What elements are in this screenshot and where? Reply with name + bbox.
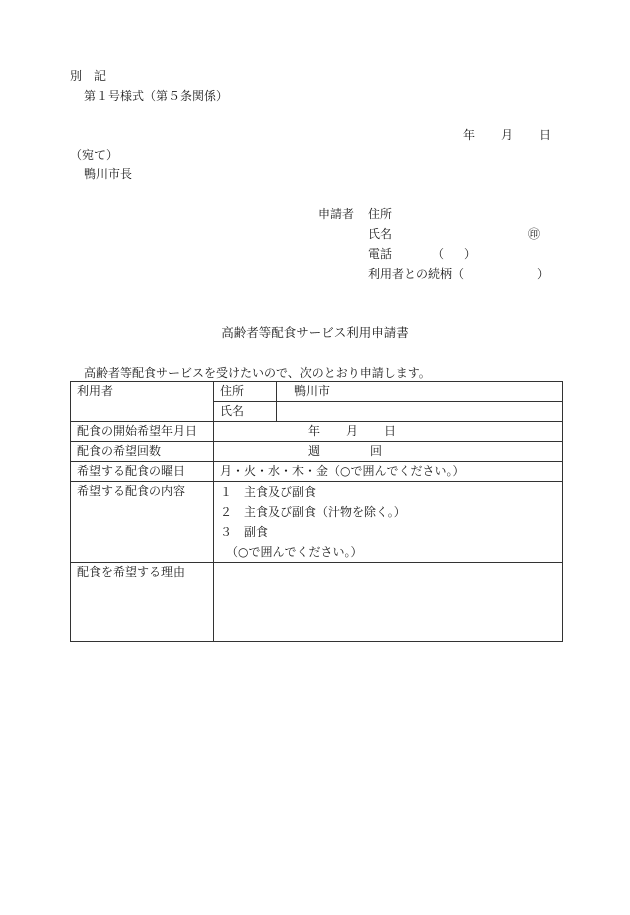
reason-field[interactable] xyxy=(214,563,563,642)
content-label: 希望する配食の内容 xyxy=(71,482,214,563)
applicant-address-label: 住所 xyxy=(368,207,393,221)
user-name-label: 氏名 xyxy=(214,402,277,422)
table-row xyxy=(71,422,563,442)
content-option-1[interactable]: １ 主食及び副食 xyxy=(220,485,317,499)
table-row xyxy=(71,442,563,462)
application-form-table xyxy=(70,381,563,642)
table-row xyxy=(71,563,563,642)
start-date-label: 配食の開始希望年月日 xyxy=(71,422,214,442)
start-date-field[interactable] xyxy=(214,422,563,442)
user-name-field[interactable] xyxy=(277,402,563,422)
date-day-label: 日 xyxy=(539,128,552,142)
applicant-relation-label: 利用者との続柄（ xyxy=(368,267,465,281)
applicant-name-label: 氏名 xyxy=(368,227,393,241)
document-title: 高齢者等配食サービス利用申請書 xyxy=(221,325,409,340)
frequency-label: 配食の希望回数 xyxy=(71,442,214,462)
frequency-times-label: 回 xyxy=(370,444,383,458)
date-year-label: 年 xyxy=(463,128,476,142)
content-instruction: （○で囲んでください。） xyxy=(226,545,363,559)
weekday-label: 希望する配食の曜日 xyxy=(71,462,214,482)
form-number: 第１号様式（第５条関係） xyxy=(84,89,229,103)
seal-mark: ㊞ xyxy=(528,227,541,241)
start-year-label: 年 xyxy=(308,424,321,438)
applicant-phone-label: 電話 xyxy=(368,247,393,261)
intro-text: 高齢者等配食サービスを受けたいので、次のとおり申請します。 xyxy=(84,366,431,380)
phone-paren-close: ） xyxy=(464,247,477,261)
content-field[interactable] xyxy=(214,482,563,563)
addressee-prefix: （宛て） xyxy=(70,148,119,162)
content-option-2[interactable]: ２ 主食及び副食（汁物を除く。） xyxy=(220,505,406,519)
reason-label: 配食を希望する理由 xyxy=(71,563,214,642)
frequency-field[interactable] xyxy=(214,442,563,462)
table-row xyxy=(71,482,563,563)
annex-label: 別 記 xyxy=(70,69,107,83)
user-label: 利用者 xyxy=(71,382,214,422)
applicant-label: 申請者 xyxy=(318,207,355,221)
frequency-week-label: 週 xyxy=(308,444,321,458)
table-row xyxy=(71,382,563,402)
date-month-label: 月 xyxy=(501,128,514,142)
user-address-label: 住所 xyxy=(214,382,277,402)
weekday-field[interactable]: 月・火・水・木・金（○で囲んでください。） xyxy=(214,462,563,482)
addressee: 鴨川市長 xyxy=(84,167,133,181)
content-option-3[interactable]: ３ 副食 xyxy=(220,525,269,539)
start-day-label: 日 xyxy=(384,424,397,438)
relation-paren-close: ） xyxy=(537,267,550,281)
start-month-label: 月 xyxy=(346,424,359,438)
phone-paren-open: （ xyxy=(432,247,445,261)
user-address-field[interactable]: 鴨川市 xyxy=(277,382,563,402)
table-row xyxy=(71,462,563,482)
